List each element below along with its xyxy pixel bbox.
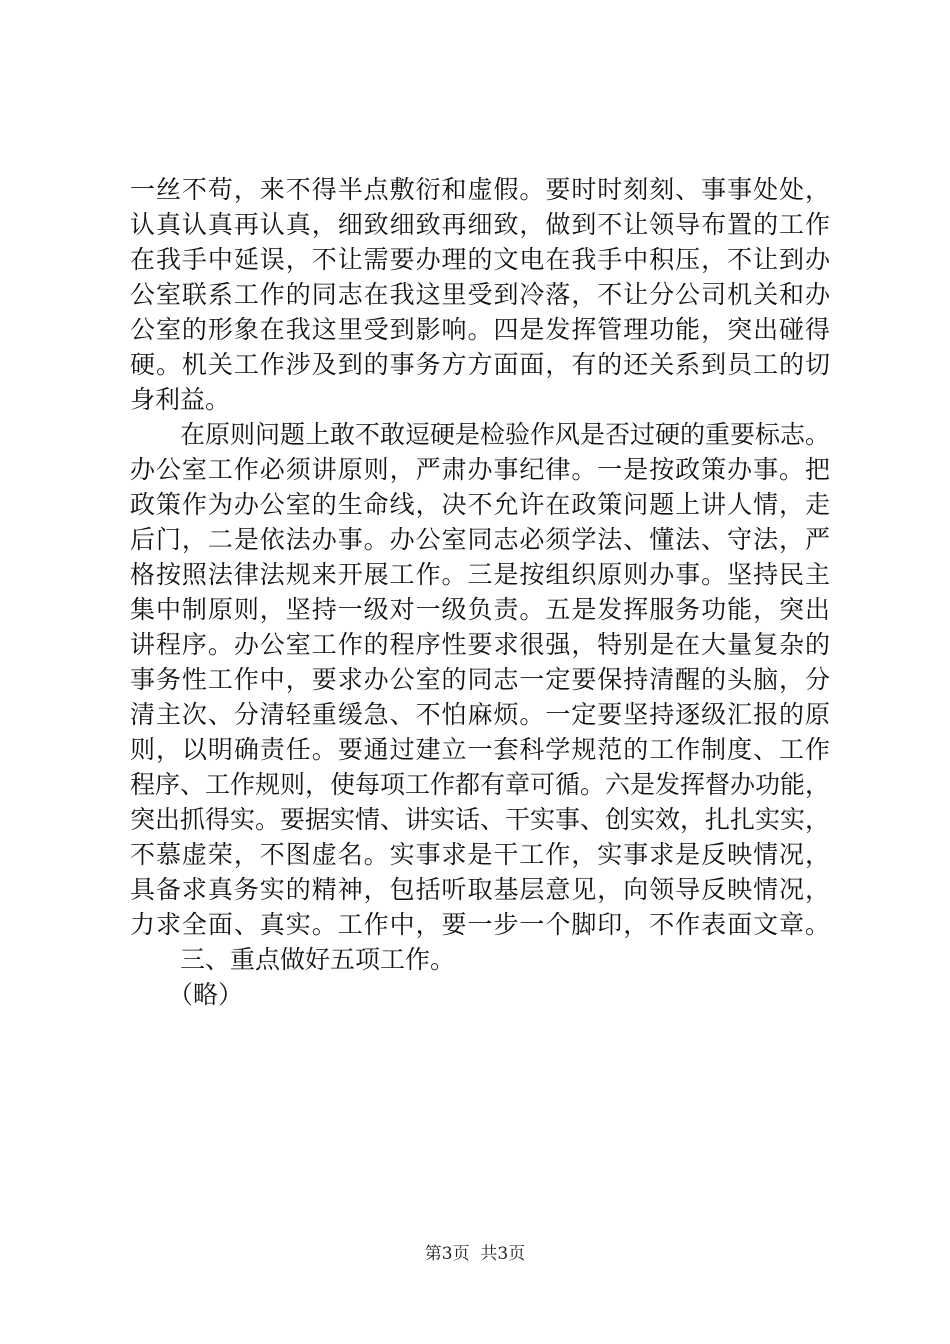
- paragraph-line: 格按照法律法规来开展工作。三是按组织原则办事。坚持民主: [130, 560, 830, 589]
- paragraph-line: 认真认真再认真，细致细致再细致，做到不让领导布置的工作: [130, 210, 830, 239]
- paragraph-line: 突出抓得实。要据实情、讲实话、干实事、创实效，扎扎实实，: [130, 805, 831, 834]
- paragraph-line: 政策作为办公室的生命线，决不允许在政策问题上讲人情，走: [130, 490, 830, 519]
- paragraph-line: 在我手中延误，不让需要办理的文电在我手中积压，不让到办: [130, 245, 830, 274]
- section-heading: 三、重点做好五项工作。: [180, 945, 456, 974]
- paragraph-line: 办公室工作必须讲原则，严肃办事纪律。一是按政策办事。把: [130, 455, 830, 484]
- omitted-note: （略）: [168, 980, 244, 1009]
- paragraph-line: 事务性工作中，要求办公室的同志一定要保持清醒的头脑，分: [130, 665, 830, 694]
- paragraph-line: 集中制原则，坚持一级对一级负责。五是发挥服务功能，突出: [130, 595, 830, 624]
- paragraph-line: 公室联系工作的同志在我这里受到冷落，不让分公司机关和办: [130, 280, 830, 309]
- paragraph-line: 后门，二是依法办事。办公室同志必须学法、懂法、守法，严: [130, 525, 830, 554]
- paragraph-line: 讲程序。办公室工作的程序性要求很强，特别是在大量复杂的: [130, 630, 830, 659]
- document-body: [130, 172, 830, 1012]
- page-footer: [0, 1242, 950, 1266]
- paragraph-line: 公室的形象在我这里受到影响。四是发挥管理功能，突出碰得: [130, 315, 830, 344]
- paragraph-line: 则，以明确责任。要通过建立一套科学规范的工作制度、工作: [130, 735, 830, 764]
- paragraph-line: 力求全面、真实。工作中，要一步一个脚印，不作表面文章。: [130, 910, 830, 939]
- paragraph-line: 身利益。: [130, 385, 231, 414]
- paragraph-line: 程序、工作规则，使每项工作都有章可循。六是发挥督办功能，: [130, 770, 831, 799]
- paragraph-line: 硬。机关工作涉及到的事务方方面面，有的还关系到员工的切: [130, 350, 830, 379]
- paragraph-line: 具备求真务实的精神，包括听取基层意见，向领导反映情况，: [130, 875, 830, 904]
- paragraph-line: 清主次、分清轻重缓急、不怕麻烦。一定要坚持逐级汇报的原: [130, 700, 830, 729]
- paragraph-line: 不慕虚荣，不图虚名。实事求是干工作，实事求是反映情况，: [130, 840, 830, 869]
- paragraph-line: 一丝不苟，来不得半点敷衍和虚假。要时时刻刻、事事处处，: [130, 175, 830, 204]
- page-number: 第3页 共3页: [424, 1244, 526, 1264]
- paragraph-line: 在原则问题上敢不敢逗硬是检验作风是否过硬的重要标志。: [180, 420, 831, 449]
